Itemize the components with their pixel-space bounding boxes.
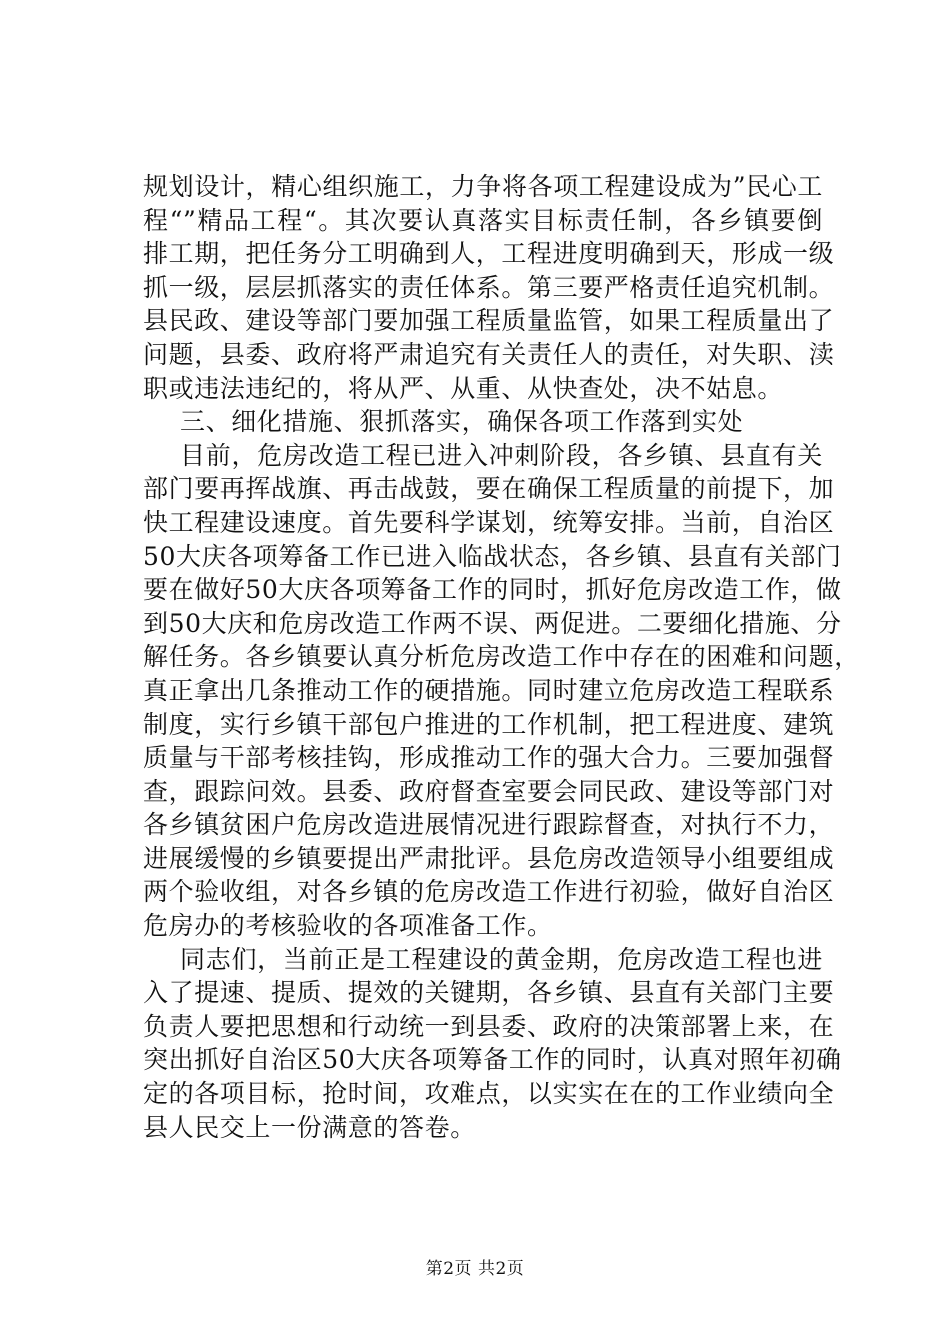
page-footer: 第2页 共2页: [425, 1259, 525, 1279]
section-heading: 三、细化措施、狠抓落实，确保各项工作落到实处: [180, 407, 744, 437]
text-line: 危房办的考核验收的各项准备工作。: [143, 911, 553, 941]
text-line: 两个验收组，对各乡镇的危房改造工作进行初验，做好自治区: [143, 877, 835, 907]
text-line: 解任务。各乡镇要认真分析危房改造工作中存在的困难和问题，: [143, 642, 860, 672]
text-line: 要在做好50大庆各项筹备工作的同时，抓好危房改造工作，做: [143, 575, 842, 605]
document-body: [143, 170, 860, 1144]
text-line: 县人民交上一份满意的答卷。: [143, 1112, 476, 1142]
text-line: 程“”精品工程“。其次要认真落实目标责任制，各乡镇要倒: [143, 205, 823, 235]
text-line: 真正拿出几条推动工作的硬措施。同时建立危房改造工程联系: [143, 675, 835, 705]
text-line: 排工期，把任务分工明确到人，工程进度明确到天，形成一级: [143, 239, 835, 269]
text-line: 制度，实行乡镇干部包户推进的工作机制，把工程进度、建筑: [143, 709, 835, 739]
text-line: 50大庆各项筹备工作已进入临战状态，各乡镇、县直有关部门: [143, 541, 842, 571]
text-line: 各乡镇贫困户危房改造进展情况进行跟踪督查，对执行不力，: [143, 810, 835, 840]
text-line: 规划设计，精心组织施工，力争将各项工程建设成为”民心工: [143, 172, 823, 201]
text-line: 快工程建设速度。首先要科学谋划，统筹安排。当前，自治区: [143, 507, 835, 537]
text-line: 负责人要把思想和行动统一到县委、政府的决策部署上来，在: [143, 1011, 835, 1041]
text-line: 质量与干部考核挂钩，形成推动工作的强大合力。三要加强督: [143, 743, 835, 773]
text-line: 入了提速、提质、提效的关键期，各乡镇、县直有关部门主要: [143, 978, 835, 1008]
text-line: 进展缓慢的乡镇要提出严肃批评。县危房改造领导小组要组成: [143, 843, 835, 873]
text-line: 目前，危房改造工程已进入冲刺阶段，各乡镇、县直有关: [180, 440, 823, 470]
text-line: 部门要再挥战旗、再击战鼓，要在确保工程质量的前提下，加: [143, 474, 835, 504]
text-line: 查，跟踪问效。县委、政府督查室要会同民政、建设等部门对: [143, 776, 835, 806]
text-line: 县民政、建设等部门要加强工程质量监管，如果工程质量出了: [143, 306, 835, 336]
text-line: 定的各项目标，抢时间，攻难点，以实实在在的工作业绩向全: [143, 1079, 835, 1109]
text-line: 问题，县委、政府将严肃追究有关责任人的责任，对失职、渎: [143, 339, 835, 369]
text-line: 突出抓好自治区50大庆各项筹备工作的同时，认真对照年初确: [143, 1045, 842, 1075]
text-line: 抓一级，层层抓落实的责任体系。第三要严格责任追究机制。: [143, 272, 835, 302]
text-line: 同志们，当前正是工程建设的黄金期，危房改造工程也进: [180, 944, 823, 974]
text-line: 职或违法违纪的，将从严、从重、从快查处，决不姑息。: [143, 373, 784, 403]
text-line: 到50大庆和危房改造工作两不误、两促进。二要细化措施、分: [143, 608, 842, 638]
